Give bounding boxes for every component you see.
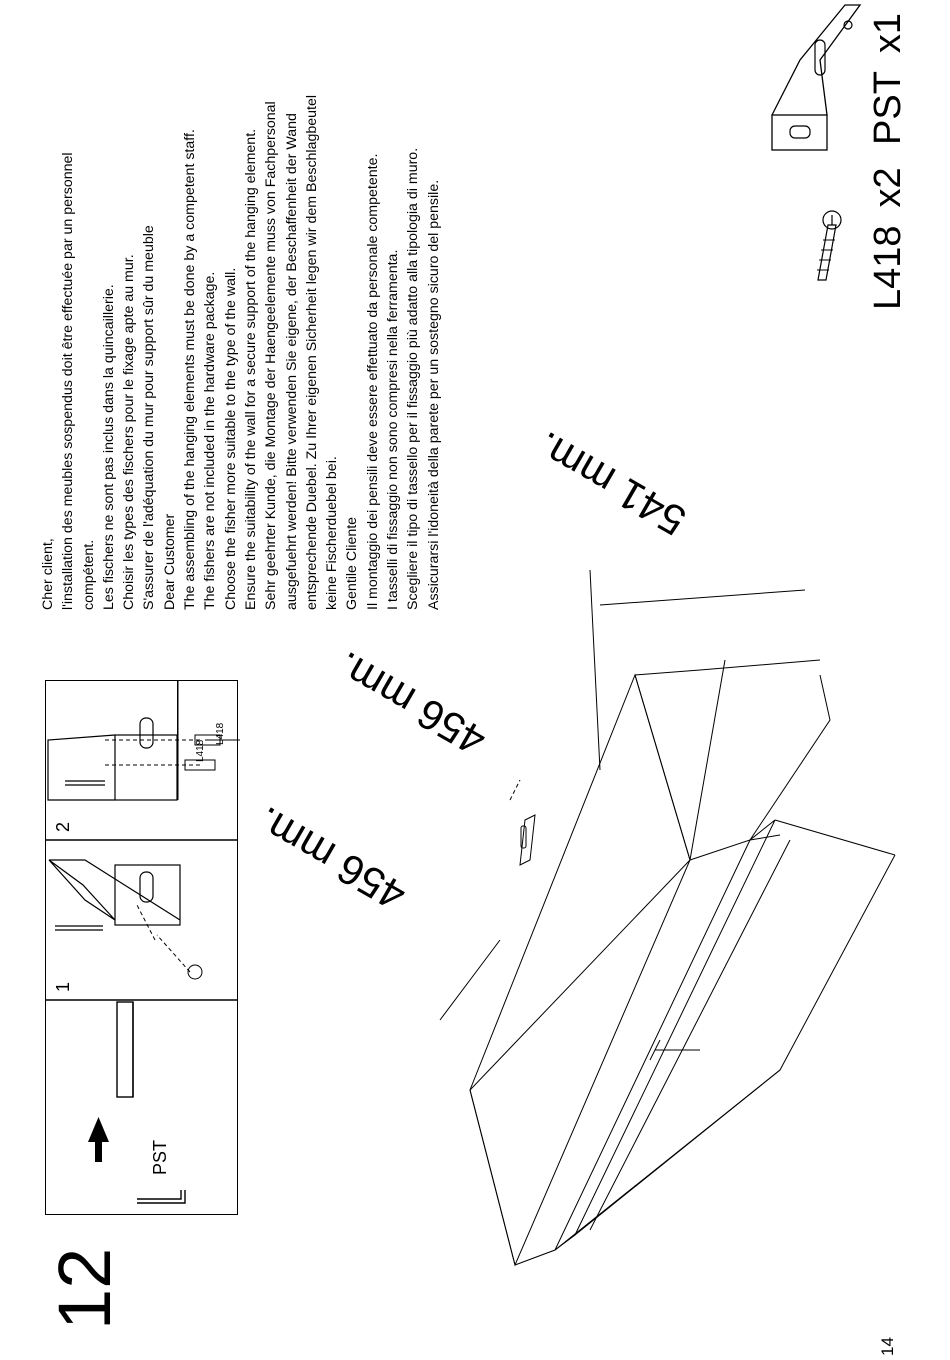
note-line: S'assurer de l'adéquation du mur pour support sûr du meuble xyxy=(141,225,158,610)
dimension-height: 541 mm. xyxy=(528,422,694,545)
note-line: Il montaggio dei pensili deve essere effettuato da personale competente. xyxy=(364,153,381,610)
panel-step-2-number: 2 xyxy=(53,821,73,832)
note-line: The assembling of the hanging elements must be done by a competent staff. xyxy=(182,129,199,610)
page-number: 14 xyxy=(878,1337,897,1356)
note-line: Gentile Cliente xyxy=(344,516,361,610)
panel-pst-label: PST xyxy=(150,1139,170,1175)
note-line: Ensure the suitability of the wall for a secure support of the hanging element. xyxy=(242,128,259,610)
note-line: Cher client, xyxy=(40,538,56,610)
note-line: keine Fischerduebel bei. xyxy=(324,456,341,610)
screw-code: L418 xyxy=(867,225,909,310)
bracket-code: PST xyxy=(867,71,909,145)
note-line: The fishers are not included in the hardware package. xyxy=(202,271,219,610)
dimension-width: 456 mm. xyxy=(248,797,414,920)
note-line: Sehr geehrter Kunde, die Montage der Haengeelemente muss von Fachpersonal xyxy=(263,101,280,610)
dimension-depth: 456 mm. xyxy=(328,642,494,765)
note-line: Dear Customer xyxy=(161,513,178,610)
screw-qty: x2 xyxy=(867,167,909,208)
note-line: Choisir les types des fischers pour le fixage apte au mur. xyxy=(121,254,138,610)
note-line: Assicurarsi l'idoneità della parete per un sostegno sicuro del pensile. xyxy=(425,179,442,610)
step-number: 12 xyxy=(43,1247,126,1330)
note-line: Les fischers ne sont pas inclus dans la quincaillerie. xyxy=(100,284,117,610)
panel-step-1-number: 1 xyxy=(53,981,73,992)
screw-label-a: L418 xyxy=(195,739,206,762)
note-line: I tasselli di fissaggio non sono compresi nella ferramenta. xyxy=(385,249,402,610)
bracket-qty: x1 xyxy=(867,12,909,54)
screw-label-b: L418 xyxy=(215,722,226,745)
note-line: compétent. xyxy=(80,539,97,610)
note-line: l'installation des meubles sospendus doit être effectuée par un personnel xyxy=(60,152,77,610)
note-line: entsprechende Duebel. Zu Ihrer eigenen Sicherheit legen wir dem Beschlagbeutel xyxy=(303,94,320,610)
note-line: Scegliere il tipo di tassello per il fissaggio più adatto alla tipologia di muro. xyxy=(405,147,422,610)
note-line: Choose the fisher more suitable to the type of the wall. xyxy=(222,267,239,610)
note-line: ausgefuehrt werden! Bitte verwenden Sie eigene, der Beschaffenheit der Wand xyxy=(283,113,300,610)
